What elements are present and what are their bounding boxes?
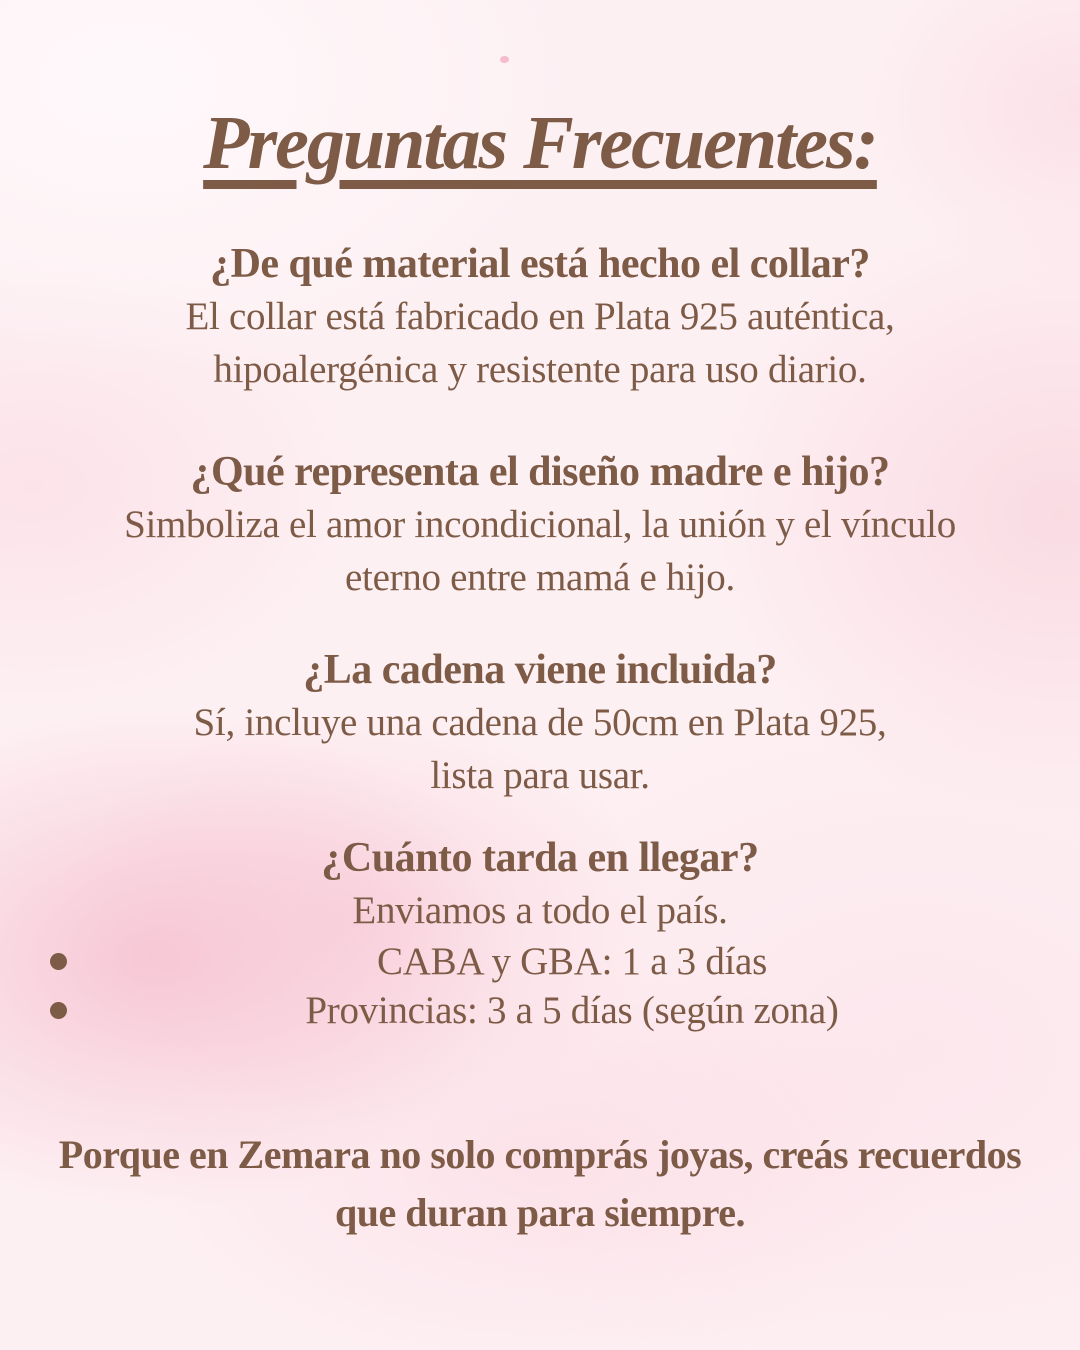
- faq-answer-line: lista para usar.: [430, 754, 650, 797]
- faq-answer-line: El collar está fabricado en Plata 925 auténtica,: [185, 295, 895, 338]
- shipping-bullet-text: CABA y GBA: 1 a 3 días: [377, 940, 767, 983]
- tagline-line: que duran para siempre.: [334, 1190, 746, 1235]
- faq-question: ¿Cuánto tarda en llegar?: [321, 835, 759, 881]
- faq-question: ¿De qué material está hecho el collar?: [210, 241, 870, 287]
- faq-answer-line: Simboliza el amor incondicional, la unión y el vínculo: [124, 503, 956, 546]
- bullet-dot: [50, 953, 67, 970]
- watercolor-speckle: [500, 56, 509, 63]
- faq-answer-line: Enviamos a todo el país.: [352, 889, 728, 932]
- faq-item-envio: [0, 832, 1080, 1035]
- shipping-bullet-row: [0, 937, 1080, 986]
- faq-question: ¿La cadena viene incluida?: [303, 647, 777, 693]
- faq-item-material: [0, 238, 1080, 396]
- faq-item-cadena: [0, 644, 1080, 802]
- faq-item-diseno: [0, 446, 1080, 604]
- shipping-bullet-text: Provincias: 3 a 5 días (según zona): [305, 989, 839, 1032]
- tagline-line: Porque en Zemara no solo comprás joyas, creás recuerdos: [58, 1132, 1022, 1177]
- faq-question: ¿Qué representa el diseño madre e hijo?: [190, 449, 890, 495]
- brand-tagline: [0, 1126, 1080, 1242]
- faq-answer-line: hipoalergénica y resistente para uso diario.: [213, 348, 867, 391]
- bullet-dot: [50, 1002, 67, 1019]
- page-title: Preguntas Frecuentes:: [203, 101, 877, 185]
- faq-answer-line: Sí, incluye una cadena de 50cm en Plata 925,: [193, 701, 887, 744]
- faq-answer-line: eterno entre mamá e hijo.: [345, 556, 735, 599]
- shipping-bullet-row: [0, 986, 1080, 1035]
